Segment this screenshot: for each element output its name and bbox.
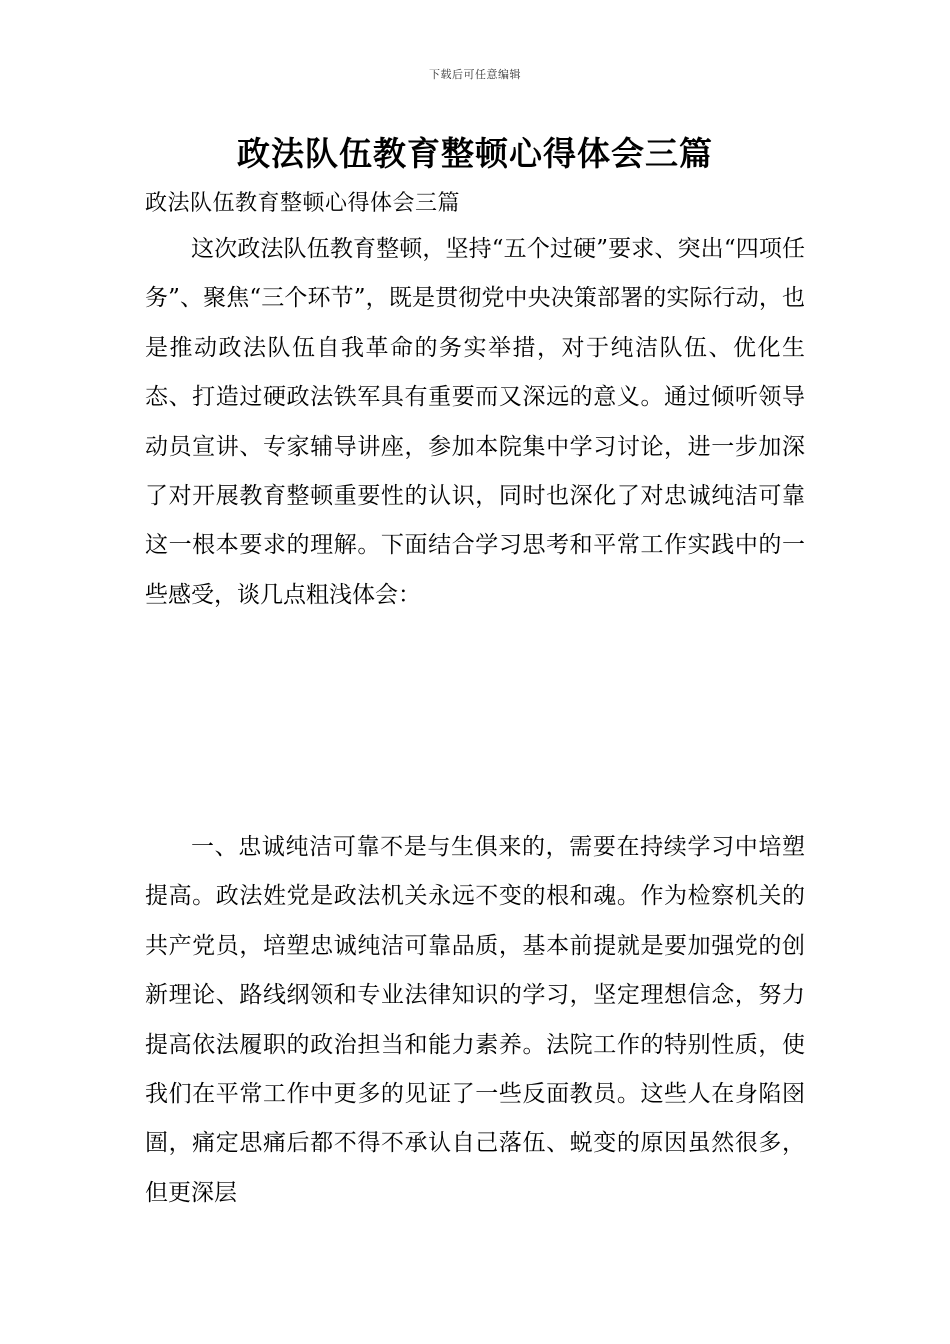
document-subtitle: 政法队伍教育整顿心得体会三篇 <box>145 191 461 216</box>
header-note: 下载后可任意编辑 <box>429 68 521 81</box>
document-title: 政法队伍教育整顿心得体会三篇 <box>237 134 713 173</box>
body-paragraph-2: 一、忠诚纯洁可靠不是与生俱来的，需要在持续学习中培塑提高。政法姓党是政法机关永远不变的根和魂。作为检察机关的共产党员，培塑忠诚纯洁可靠品质，基本前提就是要加强党的创新理论、路线纲领和专业法律知识的学习，坚定理想信念，努力提高依法履职的政治担当和能力素养。法院工作的特别性质，使我们在平常工作中更多的见证了一些反面教员。这些人在身陷囹圄，痛定思痛后都不得不承认自己落伍、蜕变的原因虽然很多，但更深层 <box>145 834 805 1206</box>
body-paragraph-1: 这次政法队伍教育整顿，坚持“五个过硬”要求、突出“四项任务”、聚焦“三个环节”，既是贯彻党中央决策部署的实际行动，也是推动政法队伍自我革命的务实举措，对于纯洁队伍、优化生态、打造过硬政法铁军具有重要而又深远的意义。通过倾听领导动员宣讲、专家辅导讲座，参加本院集中学习讨论，进一步加深了对开展教育整顿重要性的认识，同时也深化了对忠诚纯洁可靠这一根本要求的理解。下面结合学习思考和平常工作实践中的一些感受，谈几点粗浅体会： <box>145 236 805 608</box>
